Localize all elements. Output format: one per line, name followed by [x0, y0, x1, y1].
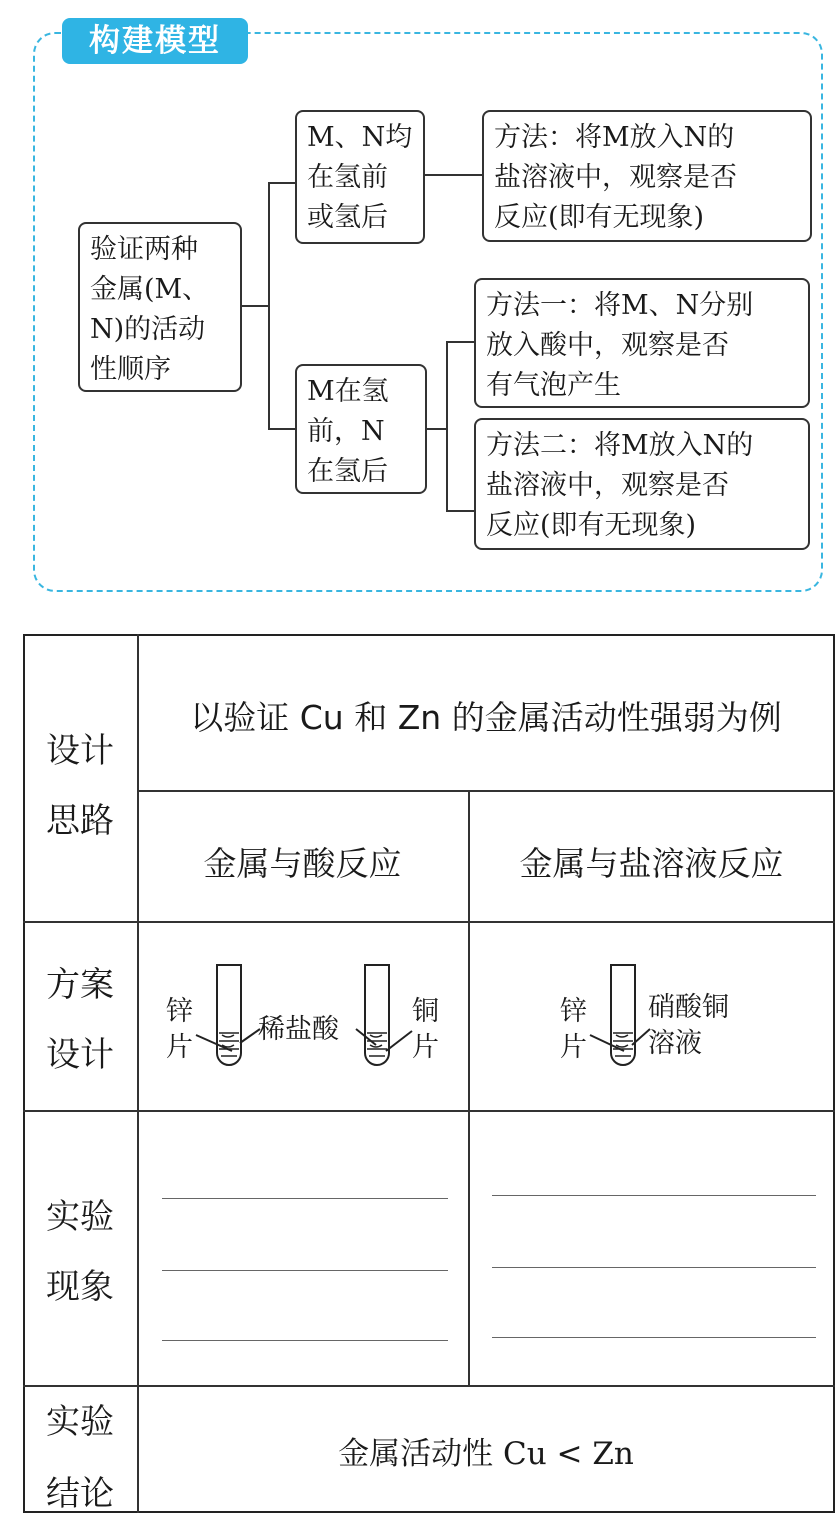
case2-box [295, 364, 427, 494]
conclusion-text: 金属活动性 Cu < Zn [338, 1436, 634, 1472]
row-header-scheme [23, 950, 137, 1090]
row-header-text: 方案 [46, 965, 114, 1005]
connector [446, 341, 474, 343]
root-line: N)的活动 [90, 314, 206, 345]
label-copper [412, 994, 448, 1066]
connector [446, 510, 474, 512]
method-line: 方法：将M放入N的 [494, 122, 735, 153]
table-divider [137, 634, 139, 1513]
answer-line[interactable] [492, 1337, 816, 1338]
table-divider [137, 790, 835, 792]
root-line: 性顺序 [90, 354, 171, 385]
connector [242, 305, 270, 307]
case1-line: M、N均 [307, 122, 413, 153]
label-text: 锌 [166, 996, 193, 1027]
row-header-text: 设计 [46, 731, 114, 771]
method-line: 反应(即有无现象) [486, 510, 697, 541]
label-text: 硝酸铜 [648, 992, 729, 1023]
method-line: 反应(即有无现象) [494, 202, 705, 233]
label-dilute-hcl: 稀盐酸 [258, 1014, 339, 1045]
answer-line[interactable] [162, 1340, 448, 1341]
root-box [78, 222, 242, 392]
connector [268, 182, 295, 184]
table-divider [23, 1110, 835, 1112]
label-text: 片 [166, 1032, 193, 1063]
case1-line: 在氢前 [307, 162, 388, 193]
row-header-text: 现象 [46, 1267, 114, 1307]
answer-line[interactable] [492, 1267, 816, 1268]
root-line: 金属(M、 [90, 274, 210, 305]
connector [427, 428, 447, 430]
answer-line[interactable] [492, 1195, 816, 1196]
label-text: 片 [412, 1032, 439, 1063]
label-zinc [166, 994, 202, 1066]
row-header-conclusion [23, 1386, 137, 1530]
row-header-text: 实验 [46, 1197, 114, 1237]
method-case1-box [482, 110, 812, 242]
method-line: 方法一：将M、N分别 [486, 290, 754, 321]
col-acid-header: 金属与酸反应 [203, 844, 402, 883]
table-divider [23, 1385, 835, 1387]
method-line: 盐溶液中，观察是否 [494, 162, 737, 193]
case2-line: M在氢 [307, 376, 389, 407]
row-header-text: 设计 [46, 1035, 114, 1075]
connector [268, 182, 270, 430]
label-text: 片 [560, 1032, 587, 1063]
model-tag: 构建模型 [62, 18, 248, 64]
label-text: 锌 [560, 996, 587, 1027]
row-header-text: 思路 [46, 801, 114, 841]
connector [268, 428, 295, 430]
answer-line[interactable] [162, 1270, 448, 1271]
case2-line: 在氢后 [307, 456, 388, 487]
method-line: 方法二：将M放入N的 [486, 430, 754, 461]
label-copper-nitrate [648, 990, 729, 1062]
col-salt-header: 金属与盐溶液反应 [519, 844, 784, 883]
label-text: 溶液 [648, 1028, 702, 1059]
label-zinc-2 [560, 994, 596, 1066]
method-line: 放入酸中，观察是否 [486, 330, 729, 361]
answer-line[interactable] [162, 1198, 448, 1199]
row-header-design-idea [23, 716, 137, 856]
connector [446, 341, 448, 512]
row-header-phenomenon [23, 1182, 137, 1322]
table-divider [23, 921, 835, 923]
connector [425, 174, 482, 176]
method-two-box [474, 418, 810, 550]
row-header-text: 实验 [46, 1402, 114, 1442]
case2-line: 前，N [307, 416, 385, 447]
leader-line [240, 1029, 260, 1043]
label-text: 铜 [412, 996, 439, 1027]
row-header-text: 结论 [46, 1474, 114, 1514]
method-one-box [474, 278, 810, 408]
root-line: 验证两种 [90, 234, 198, 265]
method-line: 盐溶液中，观察是否 [486, 470, 729, 501]
example-title: 以验证 Cu 和 Zn 的金属活动性强弱为例 [190, 698, 782, 737]
case1-line: 或氢后 [307, 202, 388, 233]
case1-box [295, 110, 425, 244]
method-line: 有气泡产生 [486, 370, 621, 401]
